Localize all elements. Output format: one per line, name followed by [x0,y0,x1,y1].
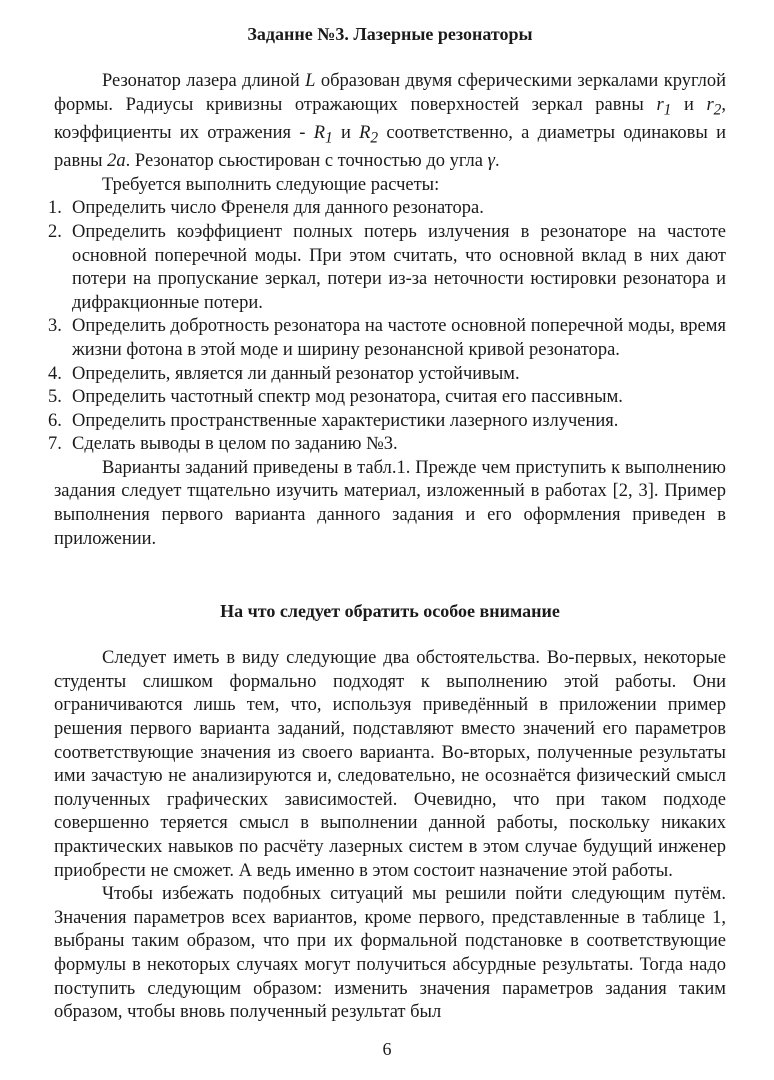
list-item: 6. Определить пространственные характеристики лазерного излучения. [48,410,619,431]
page-number: 6 [382,1039,392,1059]
list-item: 1. Определить число Френеля для данного резонатора. [48,198,484,219]
page-content [48,22,726,1025]
list-item: 7. Сделать выводы в целом по заданию №3. [48,434,398,455]
attention-paragraph-2: Чтобы избежать подобных ситуаций мы решили пойти следующим путём. Значения параметров всех вариантов, кроме первого, представленные в таблице 1, выбраны таким образом, что при их формальной подстановке в соответствующие формулы в некоторых случаях могут получиться абсурдные результаты. Тогда надо поступить следующим образом: изменить значения параметров задания таким образом, чтобы вновь полученный результат был [54,884,726,1023]
list-item: 3. Определить добротность резонатора на частоте основной поперечной моды, время жизни фотона в этой моде и ширину резонансной кривой резонатора. [48,316,726,360]
task-list [48,197,726,457]
intro-paragraph: Резонатор лазера длиной L образован двумя сферическими зеркалами круглой формы. Радиусы кривизны отражающих поверхностей зеркал равны $r_1$ и $r_2$, коэффициенты их отражения - $R_1$ и $R_2$ соответственно, а диаметры одинаковы и равны 2a. Резонатор сьюстирован с точностью до угла γ. [54,71,726,172]
list-item: 5. Определить частотный спектр мод резонатора, считая его пассивным. [48,387,623,408]
attention-paragraph-1: Следует иметь в виду следующие два обстоятельства. Во-первых, некоторые студенты слишком формально подходят к выполнению этой работы. Они ограничиваются лишь тем, что, используя приведённый в приложении пример решения первого варианта заданий, подставляют вместо значений его параметров соответствующие значения из своего варианта. Во-вторых, полученные результаты ими зачастую не анализируются и, следовательно, не осознаётся физический смысл полученных графических зависимостей. Очевидно, что при таком подходе совершенно теряется смысл в выполнении данной работы, поскольку никаких практических навыков по расчёту лазерных систем в этом случае будущий инженер приобрести не сможет. А ведь именно в этом состоит назначение этой работы. [54,648,726,881]
list-item: 2. Определить коэффициент полных потерь излучения в резонаторе на частоте основной поперечной моды. При этом считать, что основной вклад в них дают потери на пропускание зеркал, потери из-за неточности юстировки резонатора и дифракционные потери. [48,221,726,313]
section-title-lasers: Заданне №3. Лазерные резонаторы [247,24,533,44]
requirement-line: Требуется выполнить следующие расчеты: [102,174,440,195]
section-title-attention: На что следует обратить особое внимание [220,601,560,622]
list-item: 4. Определить, является ли данный резонатор устойчивым. [48,363,520,384]
variants-paragraph: Варианты заданий приведены в табл.1. Прежде чем приступить к выполнению задания следует тщательно изучить материал, изложенный в работах [2, 3]. Пример выполнения первого варианта данного задания и его оформления приведен в приложении. [54,457,726,549]
